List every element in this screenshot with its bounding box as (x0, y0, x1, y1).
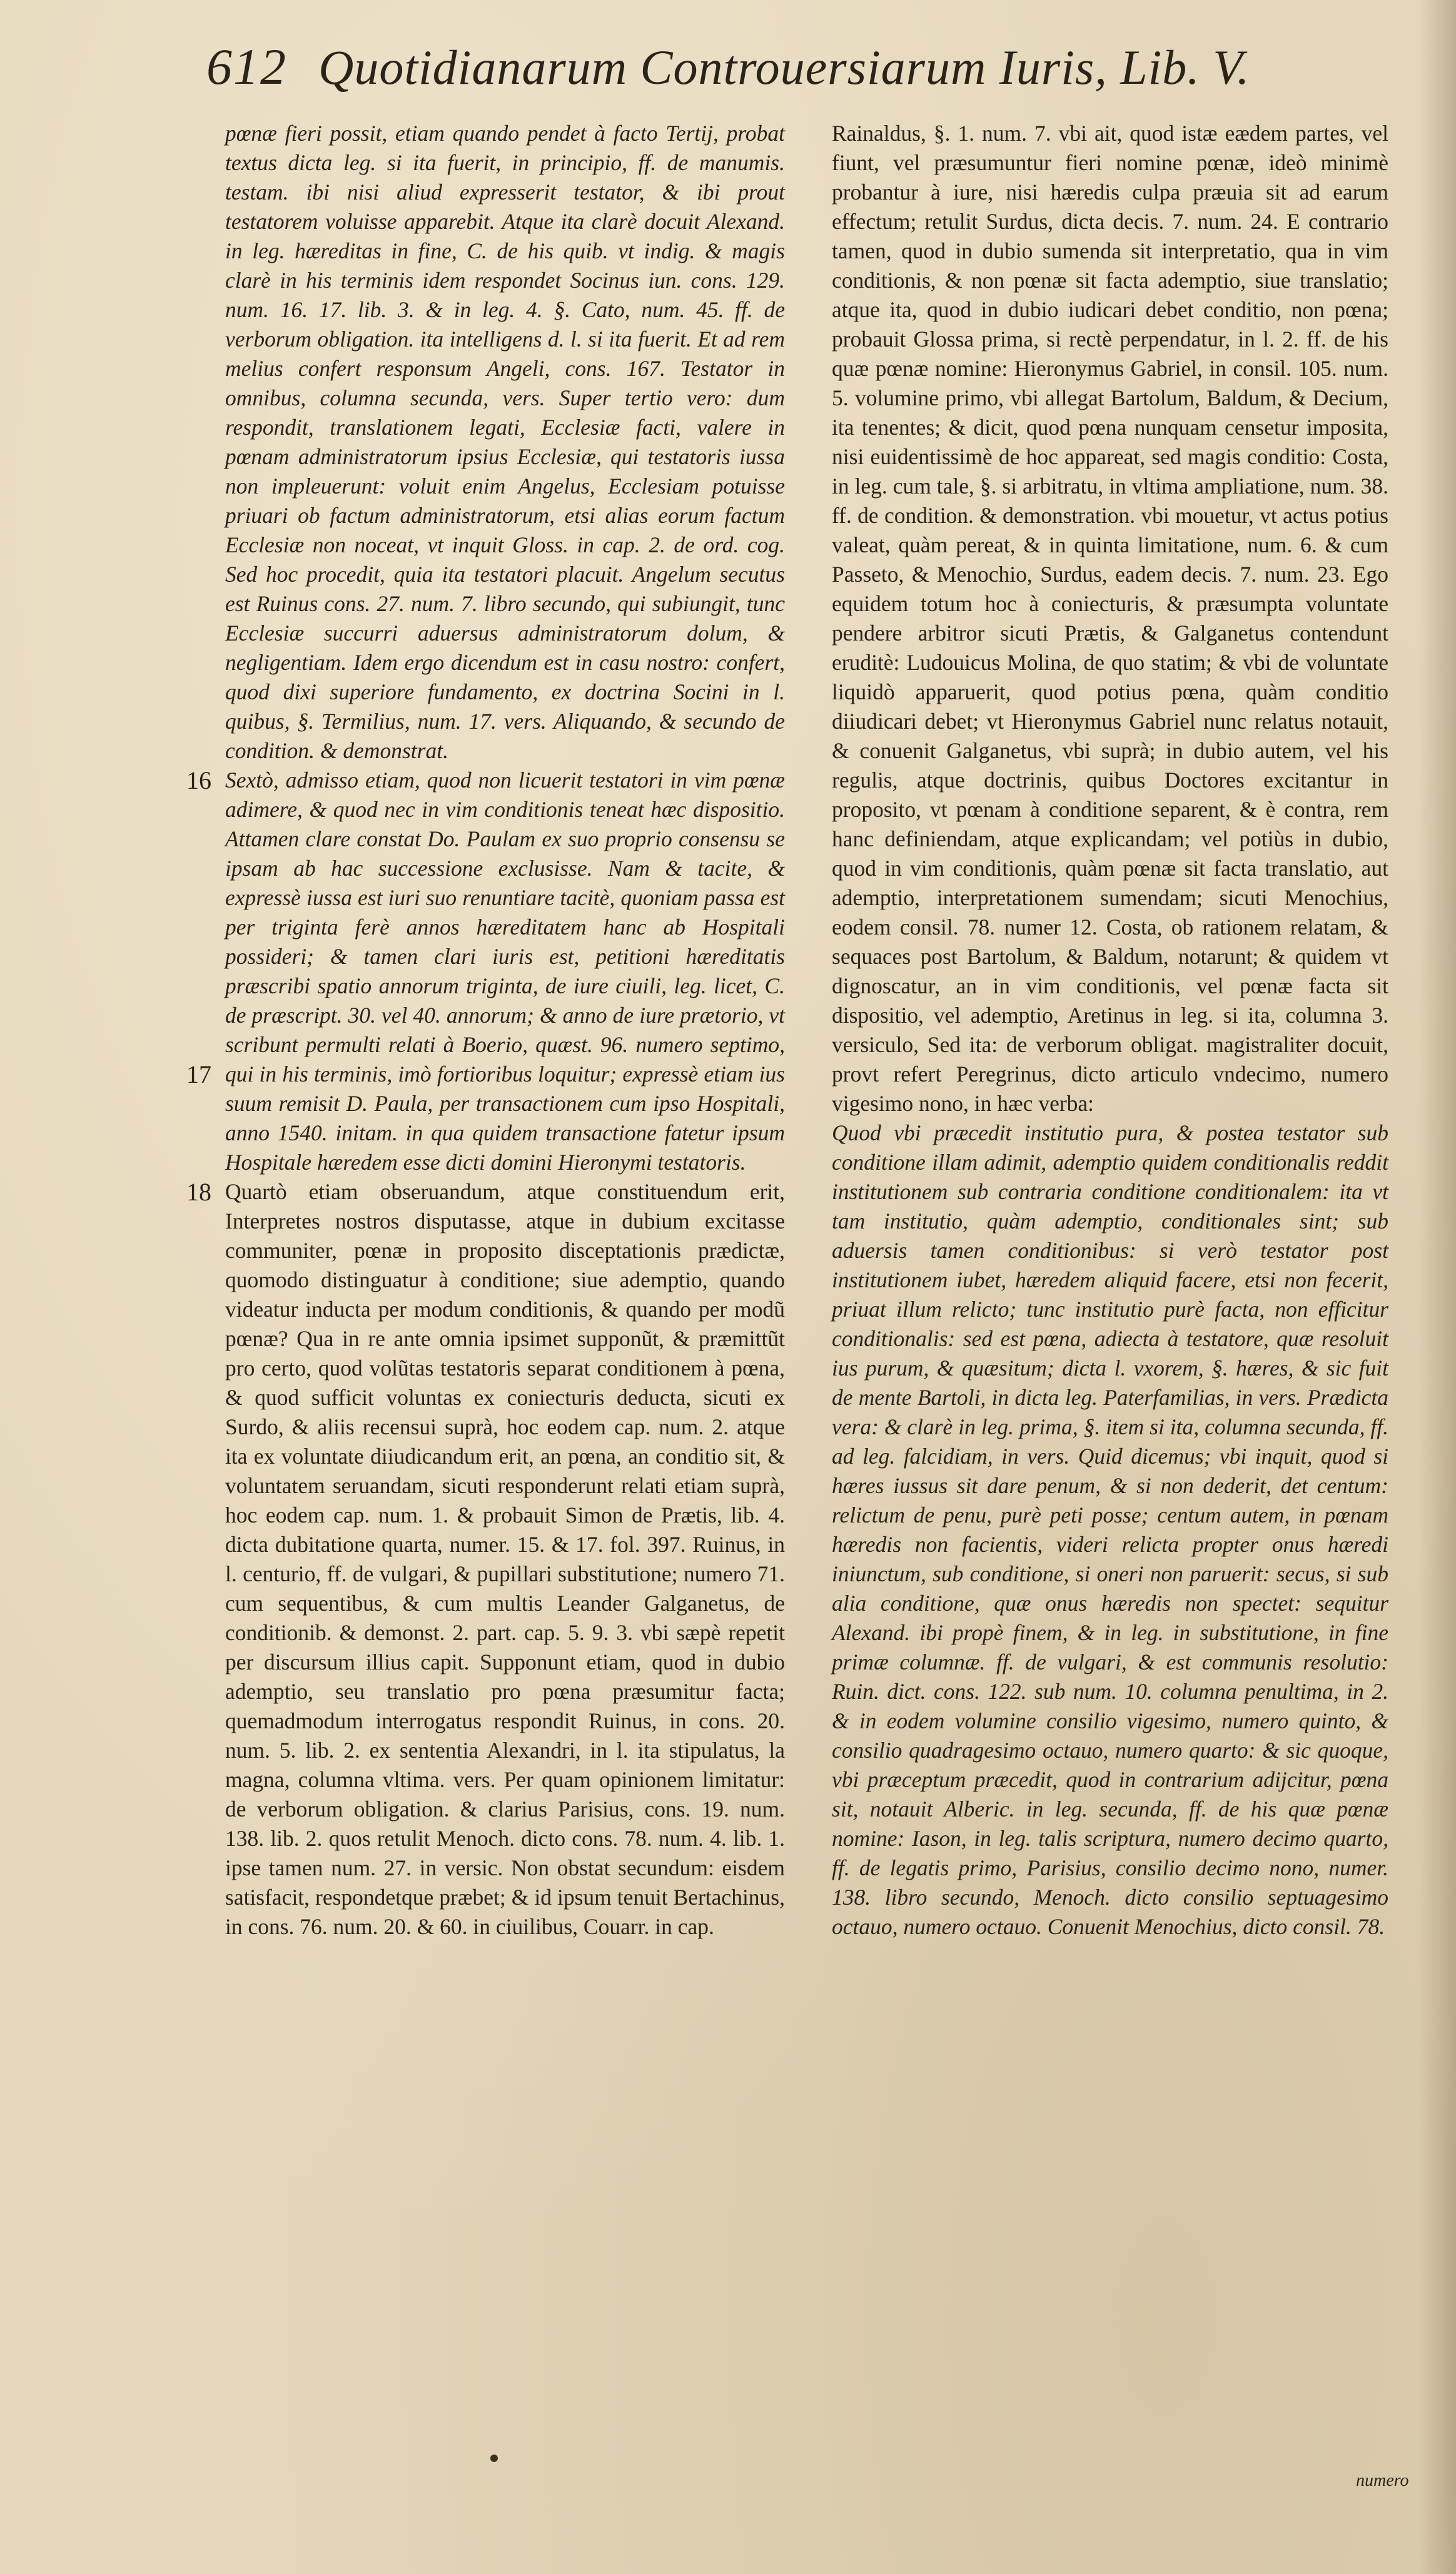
left-paragraph-2 (186, 766, 785, 1177)
page-number: 612 (206, 38, 287, 95)
page-edge-shadow (1418, 0, 1456, 2574)
catchword: numero (1356, 2471, 1409, 2490)
left-column (186, 119, 785, 1942)
signature-dot (490, 2455, 498, 2462)
left-paragraph-2-text: Sextò, admisso etiam, quod non licuerit testatori in vim pœnæ adimere, & quod nec in vim conditionis teneat hæc dispositio. Attamen clare constat Do. Paulam ex suo proprio consensu se ipsam ab hac successione exclusisse. Nam & tacite, & expressè iussa est iuri suo renuntiare tacitè, quoniam passa est per triginta ferè annos hæreditatem hanc ab Hospitali possideri; & tamen clari iuris est, petitioni hæreditatis præscribi spatio annorum triginta, de iure ciuili, leg. licet, C. de præscript. 30. vel 40. annorum; & anno de iure prætorio, vt scribunt permulti relati à Boerio, quæst. 96. numero septimo, qui in his terminis, imò fortioribus loquitur; expressè etiam ius suum remisit D. Paula, per transactionem cum ipso Hospitali, anno 1540. initam. in qua quidem transactione fatetur ipsum Hospitale hæredem esse dicti domini Hieronymi testatoris. (225, 768, 785, 1175)
left-paragraph-3 (186, 1177, 785, 1942)
margin-number-17: 17 (186, 1060, 211, 1088)
left-paragraph-3-text: Quartò etiam obseruandum, atque constituendum erit, Interpretes nostros disputasse, atque in dubium excitasse communiter, pœnæ in proposito disceptationis prædictæ, quomodo distinguatur à conditione; siue ademptio, quando videatur inducta per modum conditionis, & quando per modũ pœnæ? Qua in re ante omnia ipsimet supponũt, & præmittũt pro certo, quod volũtas testatoris separat conditionem à pœna, & quod sufficit voluntas ex coniecturis deducta, sicuti ex Surdo, & aliis recensui suprà, hoc eodem cap. num. 2. atque ita ex voluntate diiudicandum erit, an pœna, an conditio sit, & voluntatem seruandam, sicuti responderunt relati etiam suprà, hoc eodem cap. num. 1. & probauit Simon de Prætis, lib. 4. dicta dubitatione quarta, numer. 15. & 17. fol. 397. Ruinus, in l. centurio, ff. de vulgari, & pupillari substitutione; numero 71. cum sequentibus, & cum multis Leander Galganetus, de conditionib. & demonst. 2. part. cap. 5. 9. 3. vbi sæpè repetit per discursum illius capit. Supponunt etiam, quod in dubio ademptio, seu translatio pro pœna præsumitur facta; quemadmodum interrogatus respondit Ruinus, in cons. 20. num. 5. lib. 2. ex sententia Alexandri, in l. ita stipulatus, la magna, columna vltima. vers. Per quam opinionem limitatur: de verborum obligation. & clarius Parisius, cons. 19. num. 138. lib. 2. quos retulit Menoch. dicto cons. 78. num. 4. lib. 1. ipse tamen num. 27. in versic. Non obstat secundum: eisdem satisfacit, respondetque præbet; & id ipsum tenuit Bertachinus, in cons. 76. num. 20. & 60. in ciuilibus, Couarr. in cap. (225, 1179, 785, 1939)
right-paragraph-2: Quod vbi præcedit institutio pura, & postea testator sub conditione illam adimit, ademptio quidem conditionalis reddit institutionem sub contraria conditione conditionalem: ita vt tam institutio, quàm ademptio, conditionales sint; sub aduersis tamen conditionibus: si verò testator post institutionem iubet, hæredem aliquid facere, etsi non fecerit, priuat illum relicto; tunc institutio purè facta, non efficitur conditionalis: sed est pœna, adiecta à testatore, quæ resoluit ius purum, & quæsitum; dicta l. vxorem, §. hæres, & sic fuit de mente Bartoli, in dicta leg. Paterfamilias, in vers. Prædicta vera: & clarè in leg. prima, §. item si ita, columna secunda, ff. ad leg. falcidiam, in vers. Quid dicemus; vbi inquit, quod si hæres iussus sit dare penum, & si non dederit, det centum: relictum de penu, purè peti posse; centum autem, in pœnam hæredis non facientis, videri relicta propter onus hæredi iniunctum, sub conditione, si oneri non paruerit: secus, si sub alia conditione, quæ onus hæredis non spectet: sequitur Alexand. ibi propè finem, & in leg. in substitutione, in fine primæ columnæ. ff. de vulgari, & est communis resolutio: Ruin. dict. cons. 122. sub num. 10. columna penultima, in 2. & in eodem volumine consilio vigesimo, numero quinto, & consilio quadragesimo octauo, numero quarto: & sic quoque, vbi præceptum præcedit, quod in contrarium adijcitur, pœna sit, notauit Alberic. in leg. secunda, ff. de his quæ pœnæ nomine: Iason, in leg. talis scriptura, numero decimo quarto, ff. de legatis primo, Parisius, consilio decimo nono, numer. 138. libro secundo, Menoch. dicto consilio septuagesimo octauo, numero octauo. Conuenit Menochius, dicto consil. 78. (832, 1120, 1388, 1939)
left-paragraph-1: pœnæ fieri possit, etiam quando pendet à facto Tertij, probat textus dicta leg. si ita fuerit, in principio, ff. de manumis. testam. ibi nisi aliud expresserit testator, & ibi prout testatorem voluisse apparebit. Atque ita clarè docuit Alexand. in leg. hæreditas in fine, C. de his quib. vt indig. & magis clarè in his terminis idem respondet Socinus iun. cons. 129. num. 16. 17. lib. 3. & in leg. 4. §. Cato, num. 45. ff. de verborum obligation. ita intelligens d. l. si ita fuerit. Et ad rem melius confert responsum Angeli, cons. 167. Testator in omnibus, columna secunda, vers. Super tertio vero: dum respondit, translationem legati, Ecclesiæ facti, valere in pœnam administratorum ipsius Ecclesiæ, qui testatoris iussa non impleuerunt: voluit enim Angelus, Ecclesiam potuisse priuari ob factum administratorum, etsi alias eorum factum Ecclesiæ non noceat, vt inquit Gloss. in cap. 2. de ord. cog. Sed hoc procedit, quia ita testatori placuit. Angelum secutus est Ruinus cons. 27. num. 7. libro secundo, qui subiungit, tunc Ecclesiæ succurri aduersus administratorum dolum, & negligentiam. Idem ergo dicendum est in casu nostro: confert, quod dixi superiore fundamento, ex doctrina Socini in l. quibus, §. Termilius, num. 17. vers. Aliquando, & secundo de condition. & demonstrat. (225, 121, 785, 763)
margin-number-18: 18 (186, 1178, 211, 1206)
margin-number-16: 16 (186, 766, 211, 794)
right-paragraph-1: Rainaldus, §. 1. num. 7. vbi ait, quod istæ eædem partes, vel fiunt, vel præsumuntur fieri nomine pœnæ, ideò minimè probantur à iure, nisi hæredis culpa præuia sit ad earum effectum; retulit Surdus, dicta decis. 7. num. 24. E contrario tamen, quod in dubio sumenda sit interpretatio, qua in vim conditionis, & non pœnæ sit facta ademptio, siue translatio; atque ita, quod in dubio iudicari debet conditio, non pœna; probauit Glossa prima, si rectè perpendatur, in l. 2. ff. de his quæ pœnæ nomine: Hieronymus Gabriel, in consil. 105. num. 5. volumine primo, vbi allegat Bartolum, Baldum, & Decium, ita tenentes; & dicit, quod pœna nunquam censetur imposita, nisi euidentissimè de hoc appareat, sed magis conditio: Costa, in leg. cum tale, §. si arbitratu, in vltima ampliatione, num. 38. ff. de condition. & demonstration. vbi mouetur, vt actus potius valeat, quàm pereat, & in quinta limitatione, num. 6. & cum Passeto, & Menochio, Surdus, eadem decis. 7. num. 23. Ego equidem totum hoc à coniecturis, & præsumpta voluntate pendere arbitror sicuti Prætis, & Galganetus contendunt eruditè: Ludouicus Molina, de quo statim; & vbi de voluntate liquidò apparuerit, quod potius pœna, quàm conditio diiudicari debet; vt Hieronymus Gabriel nunc relatus notauit, & conuenit Galganetus, vbi suprà; in dubio autem, vel his regulis, atque doctrinis, quibus Doctores excitantur in proposito, vt pœnam à conditione separent, & è contra, rem hanc definiendam, atque explicandam; vel potiùs in dubio, quod in vim conditionis, quàm pœnæ sit facta translatio, aut ademptio, interpretationem sumendam; sicuti Menochius, eodem consil. 78. numer 12. Costa, ob rationem relatam, & sequaces post Bartolum, & Baldum, notarunt; & quidem vt dignoscatur, an in vim conditionis, vel pœnæ facta sit dispositio, vel ademptio, Aretinus in leg. si ita, columna 3. versiculo, Sed ita: de verborum obligat. magistraliter docuit, provt refert Peregrinus, dicto articulo vndecimo, numero vigesimo nono, in hæc verba: (832, 121, 1388, 1116)
right-column (832, 119, 1388, 1942)
page-header (206, 38, 1395, 106)
running-title: Quotidianarum Controuersiarum Iuris, Lib. V. (318, 40, 1250, 94)
